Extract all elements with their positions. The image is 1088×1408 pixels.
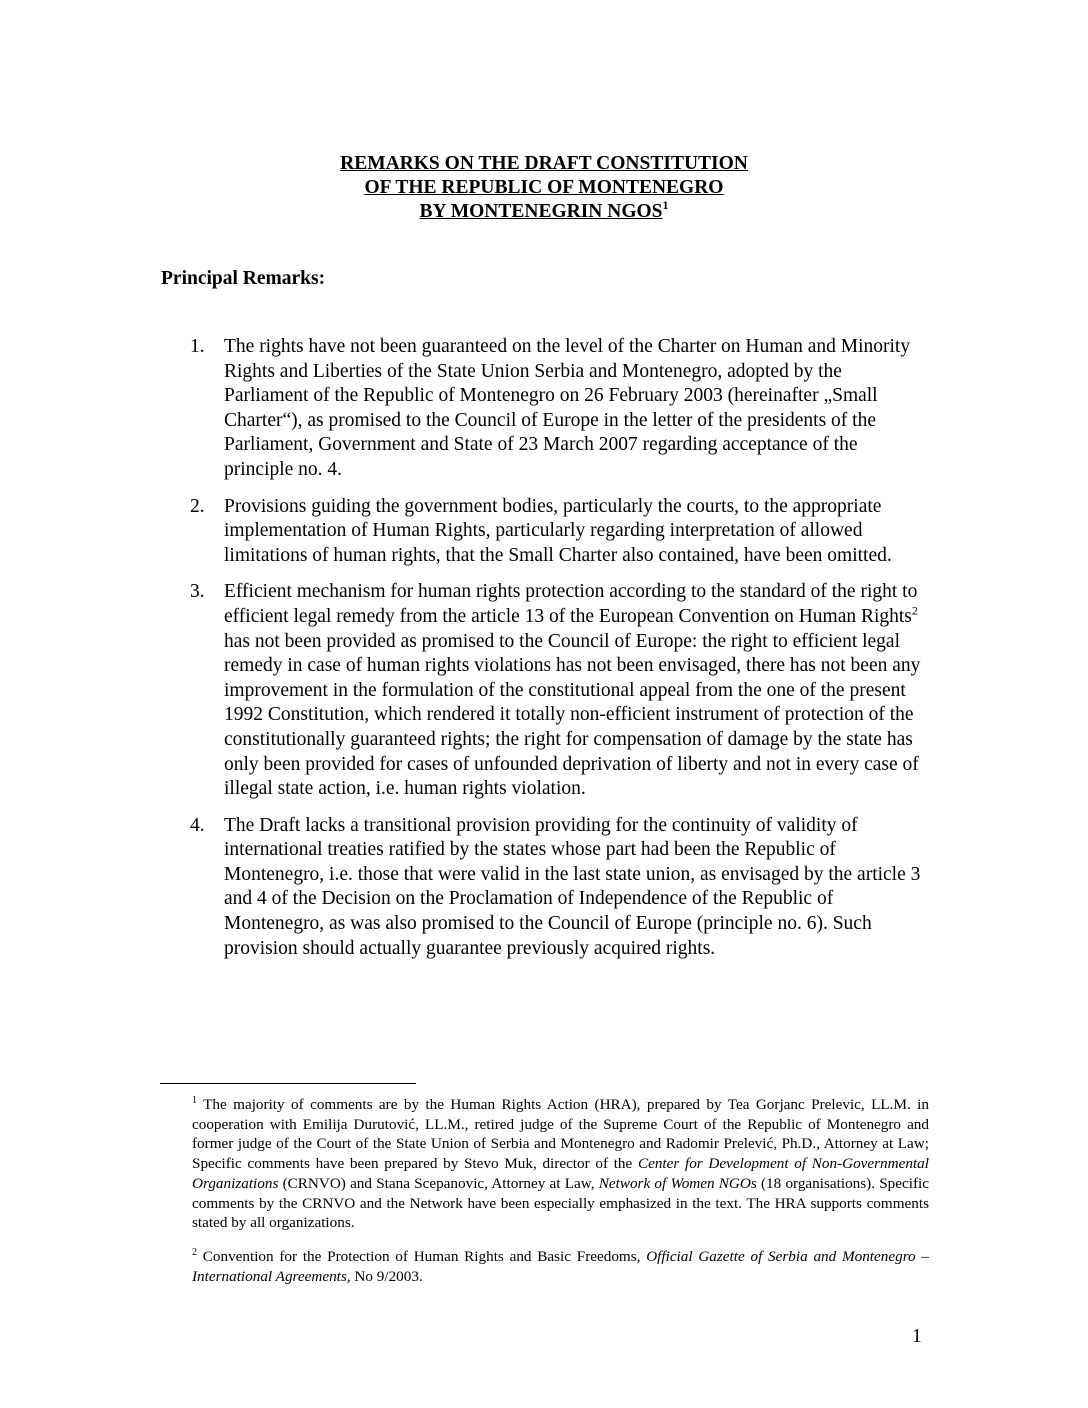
footnote <box>192 1247 929 1286</box>
footnote-italic: Center for Development of Non-Governmental Organizations <box>192 1155 929 1192</box>
footnotes <box>192 1095 929 1300</box>
item-number: 4. <box>190 814 205 836</box>
item-text: Provisions guiding the government bodies, particularly the courts, to the appropriate implementation of Human Rights, particularly regarding interpretation of allowed limitations of human rights, that the Small Charter also contained, have been omitted. <box>224 495 892 566</box>
footnote-text: (18 organisations). Specific comments by the CRNVO and the Network have been especially emphasized in the text. The HRA supports comments stated by all organizations. <box>192 1174 929 1232</box>
section-heading: Principal Remarks: <box>161 268 326 289</box>
title-line-1: REMARKS ON THE DRAFT CONSTITUTION <box>340 153 748 174</box>
footnote-separator <box>160 1083 416 1084</box>
footnote-text: , No 9/2003. <box>346 1267 423 1285</box>
footnote-italic: Official Gazette of Serbia and Montenegro – International Agreements <box>192 1247 929 1285</box>
footnote-number: 2 <box>192 1246 197 1258</box>
list-item <box>160 814 930 962</box>
title-line-3: BY MONTENEGRIN NGOS <box>419 201 663 222</box>
item-text: The Draft lacks a transitional provision providing for the continuity of validity of international treaties ratified by the states whose part had been the Republic of Montenegro, i.e. those that were valid in the last state union, as envisaged by the article 3 and 4 of the Decision on the Proclamation of Independence of the Republic of Montenegro, as was also promised to the Council of Europe (principle no. 6). Such provision should actually guarantee previously acquired rights. <box>224 814 921 959</box>
footnote-text: The majority of comments are by the Human Rights Action (HRA), prepared by Tea Gorjanc Prelevic, LL.M. in cooperation with Emilija Durutović, LL.M., retired judge of the Supreme Court of the Republic of Montenegro and former judge of the Court of the State Union of Serbia and Montenegro and Radomir Prelević, Ph.D., Attorney at Law; Specific comments have been prepared by Stevo Muk, director of the <box>192 1096 929 1173</box>
title-line-2: OF THE REPUBLIC OF MONTENEGRO <box>364 177 724 198</box>
remarks-list <box>160 335 930 973</box>
footnote <box>192 1095 929 1233</box>
footnote-text: Convention for the Protection of Human Rights and Basic Freedoms, <box>197 1247 647 1265</box>
footnote-number: 1 <box>192 1094 197 1106</box>
document-title <box>0 152 1088 224</box>
item-text-part: Efficient mechanism for human rights protection according to the standard of the right to efficient legal remedy from the article 13 of the European Convention on Human Rights <box>224 581 918 627</box>
item-text: The rights have not been guaranteed on the level of the Charter on Human and Minority Rights and Liberties of the State Union Serbia and Montenegro, adopted by the Parliament of the Republic of Montenegro on 26 February 2003 (hereinafter „Small Charter“), as promised to the Council of Europe in the letter of the presidents of the Parliament, Government and State of 23 March 2007 regarding acceptance of the principle no. 4. <box>224 336 911 480</box>
list-item <box>160 495 930 569</box>
item-number: 3. <box>190 581 205 603</box>
item-number: 1. <box>190 336 205 357</box>
list-item <box>160 580 930 801</box>
item-text <box>224 580 930 801</box>
item-number: 2. <box>190 495 205 517</box>
footnote-ref-2[interactable]: 2 <box>911 603 918 618</box>
footnote-ref-1[interactable]: 1 <box>662 197 669 212</box>
footnote-text: (CRNVO) and Stana Scepanovic, Attorney at Law, <box>278 1174 599 1192</box>
list-item <box>160 335 930 483</box>
page-number: 1 <box>912 1326 922 1347</box>
footnote-italic: Network of Women NGOs <box>598 1174 757 1192</box>
item-text-part: has not been provided as promised to the Council of Europe: the right to efficient legal remedy in case of human rights violations has not been envisaged, there has not been any improvement in the formulation of the constitutional appeal from the one of the present 1992 Constitution, which rendered it totally non-efficient instrument of protection of the constitutionally guaranteed rights; the right for compensation of damage by the state has only been provided for cases of unfounded deprivation of liberty and not in every case of illegal state action, i.e. human rights violation. <box>224 630 921 800</box>
